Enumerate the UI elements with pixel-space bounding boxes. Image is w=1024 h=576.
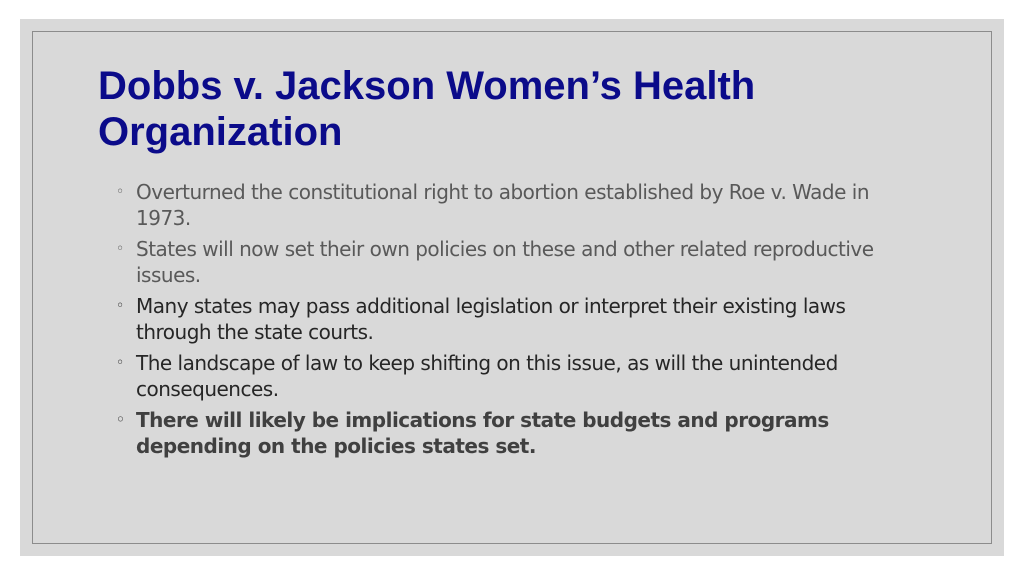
bullet-circle-icon: ◦: [116, 184, 125, 200]
bullet-item: [116, 407, 916, 459]
bullet-text: There will likely be implications for state budgets and programs depending on the policies states set.: [136, 408, 829, 458]
bullet-text: The landscape of law to keep shifting on this issue, as will the unintended consequences.: [136, 351, 838, 401]
bullet-item: [116, 293, 916, 345]
bullet-circle-icon: ◦: [116, 241, 125, 257]
slide: [20, 19, 1004, 556]
bullet-circle-icon: ◦: [116, 298, 125, 314]
bullet-list: [116, 179, 916, 464]
bullet-item: [116, 179, 916, 231]
bullet-text: Overturned the constitutional right to abortion established by Roe v. Wade in 1973.: [136, 180, 870, 230]
bullet-item: [116, 350, 916, 402]
slide-title: Dobbs v. Jackson Women’s Health Organization: [98, 64, 756, 154]
bullet-item: [116, 236, 916, 288]
bullet-text: States will now set their own policies on these and other related reproductive issues.: [136, 237, 874, 287]
bullet-text: Many states may pass additional legislation or interpret their existing laws through the state courts.: [136, 294, 846, 344]
bullet-circle-icon: ◦: [116, 412, 125, 428]
bullet-circle-icon: ◦: [116, 355, 125, 371]
